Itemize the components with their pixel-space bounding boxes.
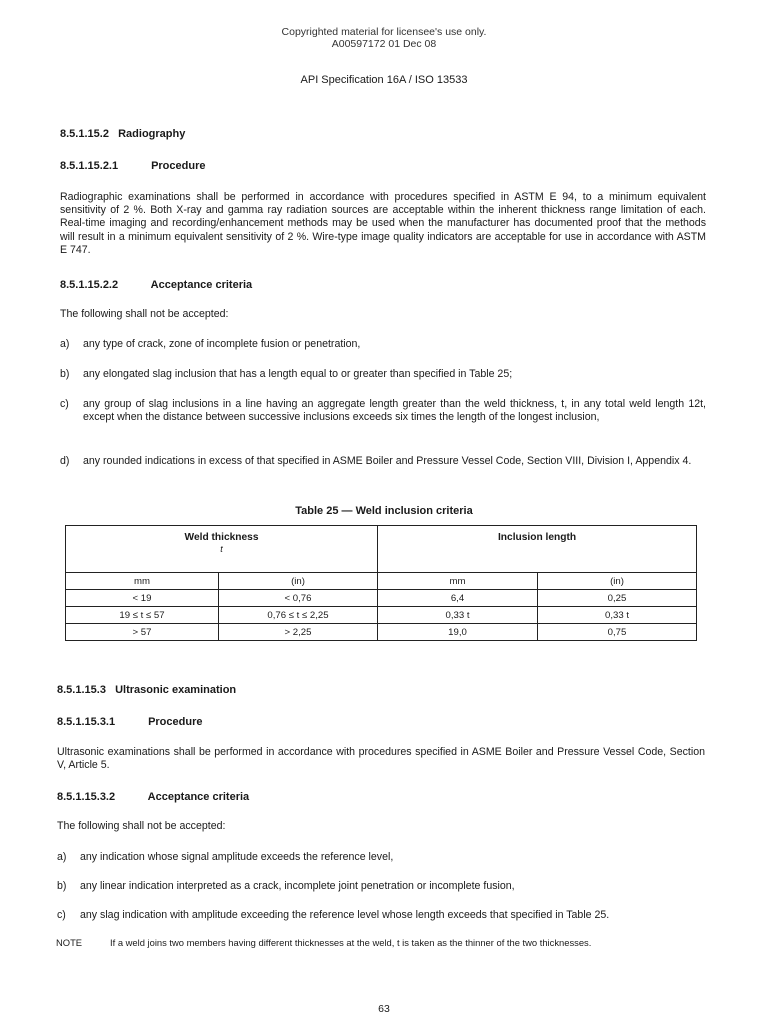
table-note [56,937,591,948]
table-cell: 0,76 ≤ t ≤ 2,25 [219,607,378,624]
table-cell: mm [66,573,219,590]
subsection-heading-ultrasonic-procedure [57,716,202,728]
table-cell: 6,4 [378,590,538,607]
list-marker: c) [57,909,66,921]
table-row [66,607,697,624]
table-cell: < 19 [66,590,219,607]
subsection-title: Procedure [151,160,206,172]
note-label: NOTE [56,937,83,948]
table-cell: 0,25 [538,590,697,607]
section-title: Ultrasonic examination [115,684,237,696]
subsection-number: 8.5.1.15.3.2 [57,791,116,803]
list-item [60,368,706,382]
subsection-number: 8.5.1.15.3.1 [57,716,116,728]
table-cell: < 0,76 [219,590,378,607]
list-item [57,880,705,894]
list-item [57,909,705,923]
list-item [60,398,706,438]
table-cell: 0,33 t [538,607,697,624]
ultrasonic-procedure-text: Ultrasonic examinations shall be performed in accordance with procedures specified in ASME Boiler and Pressure Vessel Code, Section V, Article 5. [57,746,705,772]
section-heading-radiography [60,128,185,140]
table-cell: 0,75 [538,624,697,641]
note-text: If a weld joins two members having different thicknesses at the weld, t is taken as the thinner of the two thicknesses. [110,937,592,948]
group-header-symbol: t [220,544,223,554]
document-reference: A00597172 01 Dec 08 [331,38,437,50]
section-title: Radiography [118,128,186,140]
list-item-text: any elongated slag inclusion that has a length equal to or greater than specified in Table 25; [83,368,513,380]
group-header-label: Weld thickness [184,532,259,543]
list-item-text: any linear indication interpreted as a crack, incomplete joint penetration or incomplete fusion, [80,880,515,892]
table-row [66,590,697,607]
list-item [57,851,705,865]
subsection-title: Procedure [148,716,203,728]
table-cell: mm [378,573,538,590]
subsection-heading-ultrasonic-acceptance [57,791,249,803]
ultrasonic-acceptance-intro: The following shall not be accepted: [57,820,226,832]
list-item-text: any type of crack, zone of incomplete fusion or penetration, [83,338,361,350]
page-number: 63 [378,1003,390,1015]
spec-title: API Specification 16A / ISO 13533 [300,74,468,86]
table-cell: 19,0 [378,624,538,641]
list-item-text: any group of slag inclusions in a line having an aggregate length greater than the weld thickness, t, in any total weld length 12t, except when the distance between successive inclusions exceeds six times the length of the longest inclusion, [83,398,706,423]
list-marker: b) [60,368,70,380]
list-marker: b) [57,880,67,892]
section-number: 8.5.1.15.3 [57,684,106,696]
subsection-heading-radiography-procedure [60,160,205,172]
subsection-heading-radiography-acceptance [60,279,252,291]
list-marker: c) [60,398,69,410]
list-item [60,338,706,352]
table-units-row [66,573,697,590]
section-heading-ultrasonic [57,684,236,696]
list-item [60,455,706,483]
subsection-number: 8.5.1.15.2.2 [60,279,119,291]
list-marker: d) [60,455,70,467]
table-cell: (in) [219,573,378,590]
table-cell: (in) [538,573,697,590]
copyright-notice: Copyrighted material for licensee's use only. [281,26,487,38]
table-cell: > 57 [66,624,219,641]
section-number: 8.5.1.15.2 [60,128,109,140]
subsection-number: 8.5.1.15.2.1 [60,160,119,172]
list-item-text: any indication whose signal amplitude exceeds the reference level, [80,851,394,863]
group-header-label: Inclusion length [497,532,577,543]
weld-inclusion-table [65,525,697,641]
list-marker: a) [60,338,70,350]
table-title: Table 25 — Weld inclusion criteria [295,505,473,517]
subsection-title: Acceptance criteria [150,279,253,291]
subsection-title: Acceptance criteria [147,791,250,803]
table-group-header-weld-thickness [66,526,378,573]
list-item-text: any rounded indications in excess of that specified in ASME Boiler and Pressure Vessel Code, Section VIII, Division I, Appendix 4. [83,455,692,467]
table-cell: 0,33 t [378,607,538,624]
radiography-acceptance-intro: The following shall not be accepted: [60,308,229,320]
table-cell: 19 ≤ t ≤ 57 [66,607,219,624]
list-marker: a) [57,851,67,863]
table-row [66,624,697,641]
table-cell: > 2,25 [219,624,378,641]
table-group-header-inclusion-length [378,526,697,573]
radiography-procedure-text: Radiographic examinations shall be performed in accordance with procedures specified in ASTM E 94, to a minimum equivalent sensitivity of 2 %. Both X-ray and gamma ray radiation sources are acceptable within the inherent thickness range limitation of each. Real-time imaging and recording/enhancement methods may be used when the manufacturer has documented proof that the methods will result in a minimum equivalent sensitivity of 2 %. Wire-type image quality indicators are acceptable for use in accordance with ASTM E 747. [60,191,706,256]
list-item-text: any slag indication with amplitude exceeding the reference level whose length exceeds that specified in Table 25. [80,909,610,921]
